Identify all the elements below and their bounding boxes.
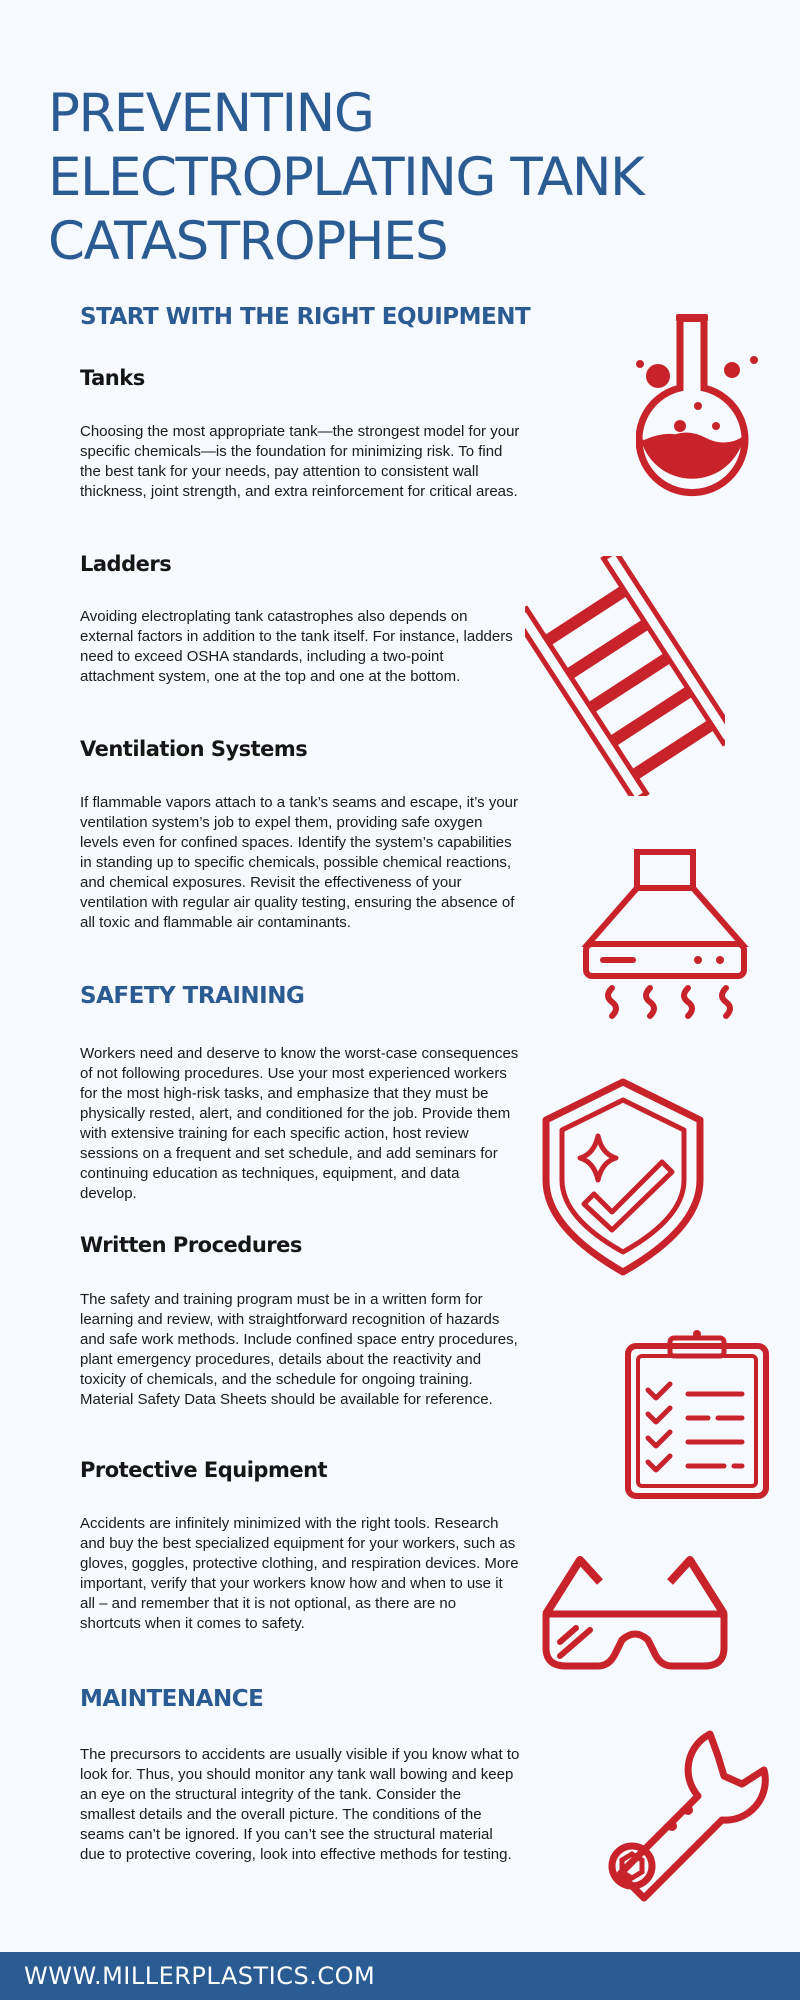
goggles-icon [540, 1552, 730, 1678]
procedures-body: The safety and training program must be in a written form for learning and review, with straightforward recognition of hazards and safe work methods. Include confined space entry procedures, plant emergency procedures, details about the reactivity and toxicity of chemicals, and the schedule for ongoing training. Material Safety Data Sheets should be available for reference. [80, 1291, 518, 1408]
protective-body: Accidents are infinitely minimized with the right tools. Research and buy the best specialized equipment for your workers, such as gloves, goggles, protective clothing, and respiration devices. More important, verify that your workers know how and when to use it all – and remember that it is not optional, as there are no shortcuts when it comes to safety. [80, 1515, 519, 1632]
page-title: PREVENTING ELECTROPLATING TANK CATASTROPHES [48, 83, 644, 272]
section-heading-training: SAFETY TRAINING [80, 983, 305, 1009]
clipboard-checklist-icon [624, 1328, 770, 1500]
subheading-ladders: Ladders [80, 552, 172, 576]
ladders-body: Avoiding electroplating tank catastrophes also depends on external factors in addition to the tank itself. For instance, ladders need to exceed OSHA standards, including a two-point attachment system, one at the top and one at the bottom. [80, 608, 513, 685]
subheading-procedures: Written Procedures [80, 1233, 302, 1257]
tanks-body: Choosing the most appropriate tank—the strongest model for your specific chemicals—is the foundation for minimizing risk. To find the best tank for your needs, pay attention to consistent wall thickness, joint strength, and extra reinforcement for critical areas. [80, 423, 520, 500]
footer-url[interactable]: WWW.MILLERPLASTICS.COM [24, 1962, 376, 1990]
subheading-ventilation: Ventilation Systems [80, 737, 308, 761]
ventilation-body: If flammable vapors attach to a tank’s seams and escape, it’s your ventilation system’s job to expel them, providing safe oxygen levels even for confined spaces. Identify the system’s capabilities in standing up to specific chemicals, possible chemical reactions, and chemical exposures. Revisit the effectiveness of your ventilation with regular air quality testing, ensuring the absence of all toxic and flammable air contaminants. [80, 794, 519, 931]
shield-check-icon [540, 1076, 706, 1276]
section-heading-equipment: START WITH THE RIGHT EQUIPMENT [80, 304, 531, 330]
maintenance-body: The precursors to accidents are usually visible if you know what to look for. Thus, you should monitor any tank wall bowing and keep an eye on the structural integrity of the tank. Consider the smallest details and the overall picture. The conditions of the seams can’t be ignored. If you can’t see the structural material due to protective covering, look into effective methods for testing. [80, 1746, 520, 1863]
flask-icon [636, 308, 766, 504]
footer-bar [0, 1952, 800, 2000]
subheading-protective: Protective Equipment [80, 1458, 328, 1482]
subheading-tanks: Tanks [80, 366, 145, 390]
training-body: Workers need and deserve to know the worst-case consequences of not following procedures. Use your most experienced workers for the most high-risk tasks, and emphasize that they must be physically rested, alert, and conditioned for the job. Provide them with extensive training for each specific action, host review sessions on a frequent and set schedule, and add seminars for continuing education as techniques, equipment, and data develop. [80, 1045, 519, 1202]
section-heading-maintenance: MAINTENANCE [80, 1686, 264, 1712]
wrench-icon [594, 1726, 770, 1902]
ladder-icon [525, 556, 725, 796]
range-hood-icon [580, 848, 750, 1024]
